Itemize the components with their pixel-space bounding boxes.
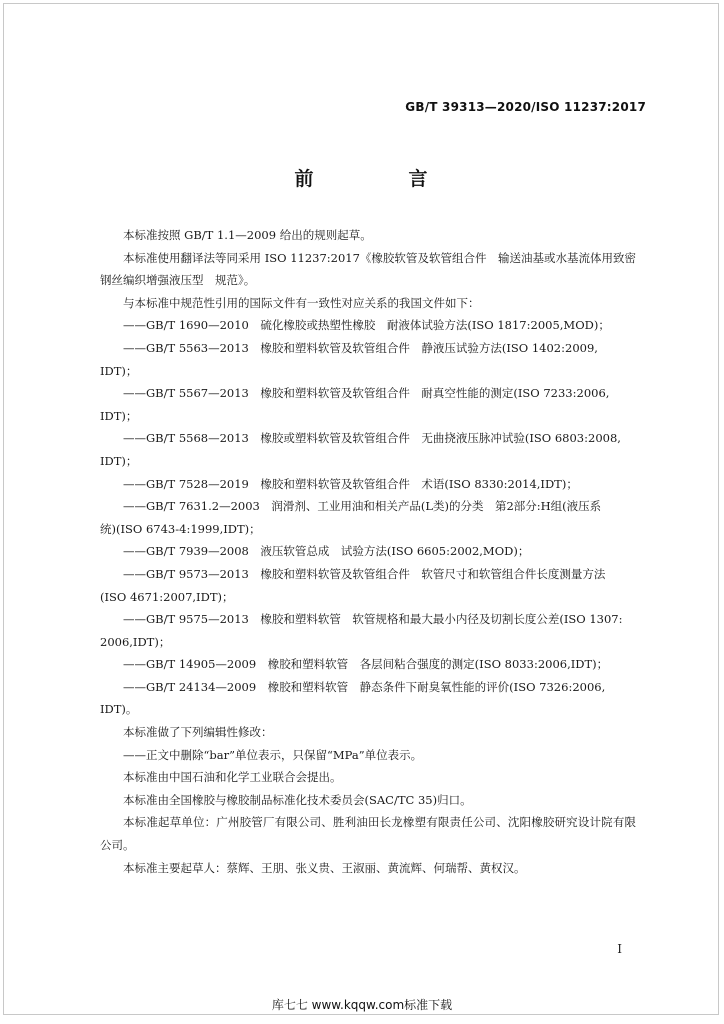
reference-item: ——GB/T 5568—2013 橡胶或塑料软管及软管组合件 无曲挠液压脉冲试验(ISO 6803:2008, IDT)； [100, 431, 621, 468]
paragraph-committee: 本标准由全国橡胶与橡胶制品标准化技术委员会(SAC/TC 35)归口。 [123, 792, 472, 807]
page-title: 前 言 [294, 168, 466, 190]
reference-item: ——GB/T 9575—2013 橡胶和塑料软管 软管规格和最大最小内径及切割长度公差(ISO 1307: 2006,IDT)； [100, 612, 623, 649]
paragraph-drafters: 本标准主要起草人：蔡辉、王朋、张义贵、王淑丽、黄流辉、何瑞帮、黄权汉。 [123, 860, 526, 875]
footer-watermark: 库七七 www.kqqw.com标准下载 [271, 998, 453, 1012]
reference-item: ——GB/T 7939—2008 液压软管总成 试验方法(ISO 6605:2002,MOD)； [123, 544, 530, 559]
paragraph-proposer: 本标准由中国石油和化学工业联合会提出。 [123, 770, 342, 785]
reference-item: ——GB/T 9573—2013 橡胶和塑料软管及软管组合件 软管尺寸和软管组合件长度测量方法 (ISO 4671:2007,IDT)； [100, 566, 606, 604]
reference-item: ——GB/T 24134—2009 橡胶和塑料软管 静态条件下耐臭氧性能的评价(ISO 7326:2006, IDT)。 [100, 679, 606, 717]
reference-list [100, 314, 636, 721]
reference-item: ——GB/T 14905—2009 橡胶和塑料软管 各层间粘合强度的测定(ISO 8033:2006,IDT)； [123, 657, 609, 672]
document-body [100, 224, 636, 879]
paragraph-references-intro: 与本标准中规范性引用的国际文件有一致性对应关系的我国文件如下： [123, 295, 480, 310]
paragraph-editorial-change-item: ——正文中删除“bar”单位表示，只保留“MPa”单位表示。 [123, 747, 423, 762]
reference-item: ——GB/T 7528—2019 橡胶和塑料软管及软管组合件 术语(ISO 8330:2014,IDT)； [123, 476, 578, 491]
reference-item: ——GB/T 7631.2—2003 润滑剂、工业用油和相关产品(L类)的分类 第2部分:H组(液压系 统)(ISO 6743-4:1999,IDT)； [100, 499, 602, 536]
page-number: I [617, 942, 622, 956]
paragraph-adoption: 本标准使用翻译法等同采用 ISO 11237:2017《橡胶软管及软管组合件 输送油基或水基流体用致密钢丝编织增强液压型 规范》。 [100, 250, 636, 288]
paragraph-drafting-units: 本标准起草单位：广州胶管厂有限公司、胜利油田长龙橡塑有限责任公司、沈阳橡胶研究设计院有限公司。 [100, 815, 636, 853]
reference-item: ——GB/T 5563—2013 橡胶和塑料软管及软管组合件 静液压试验方法(ISO 1402:2009, IDT)； [100, 340, 598, 378]
paragraph-editorial-changes: 本标准做了下列编辑性修改： [123, 725, 273, 740]
paragraph-drafting-rules: 本标准按照 GB/T 1.1—2009 给出的规则起草。 [123, 228, 372, 242]
reference-item: ——GB/T 1690—2010 硫化橡胶或热塑性橡胶 耐液体试验方法(ISO 1817:2005,MOD)； [123, 318, 610, 333]
document-page [3, 3, 719, 1015]
standard-code: GB/T 39313—2020/ISO 11237:2017 [405, 100, 646, 114]
reference-item: ——GB/T 5567—2013 橡胶和塑料软管及软管组合件 耐真空性能的测定(ISO 7233:2006, IDT)； [100, 386, 610, 423]
